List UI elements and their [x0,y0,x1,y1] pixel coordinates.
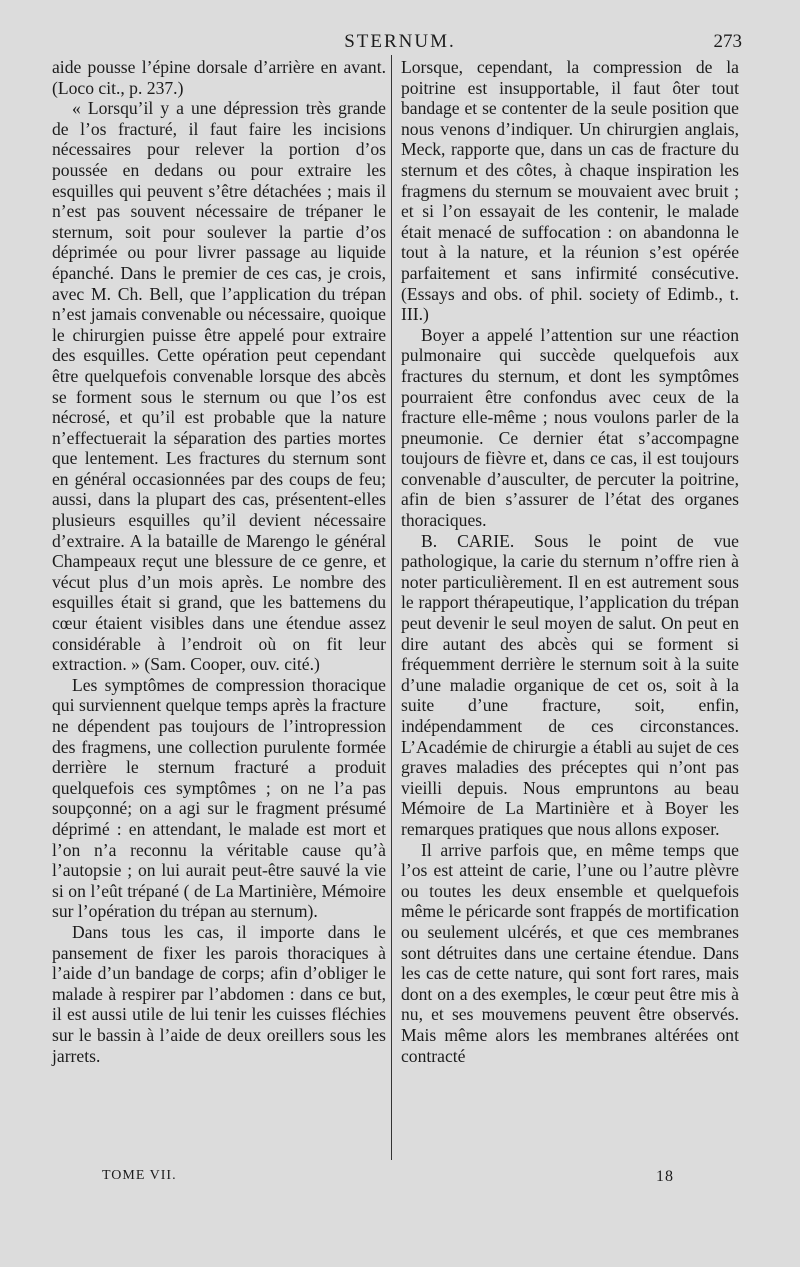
paragraph: aide pousse l’épine dorsale d’arrière en avant. (Loco cit., p. 237.) [52,57,386,98]
paragraph: Lorsque, cependant, la compression de la poitrine est insupportable, il faut ôter tout bandage et se contenter de la seule position que nous venons d’indiquer. Un chirurgien anglais, Meck, rapporte que, dans un cas de fracture du sternum et des côtes, à chaque inspiration les fragmens du sternum se mouvaient avec bruit ; et si l’on essayait de les contenir, le malade était menacé de suffocation : on abandonna le tout à la nature, et la réunion s’est opérée parfaitement et sans infirmité consécutive. (Essays and obs. of phil. society of Edimb., t. III.) [401,57,739,325]
column-divider [391,55,392,1160]
paragraph: Boyer a appelé l’attention sur une réaction pulmonaire qui succède quelquefois aux fractures du sternum, et dont les symptômes pourraient être confondus avec ceux de la fracture elle-même ; nous voulons parler de la pneumonie. Ce dernier état s’accompagne toujours de fièvre et, dans ce cas, il est toujours convenable d’ausculter, de percuter la poitrine, afin de bien s’assurer de l’état des organes thoraciques. [401,324,739,531]
paragraph: Dans tous les cas, il importe dans le pansement de fixer les parois thoraciques à l’aide d’un bandage de corps; afin d’obliger le malade à respirer par l’abdomen : dans ce but, il est aussi utile de lui tenir les cuisses fléchies sur le bassin à l’aide de deux oreillers sous les jarrets. [52,921,386,1066]
paragraph: « Lorsqu’il y a une dépression très grande de l’os fracturé, il faut faire les incisions nécessaires pour relever la portion d’os poussée en dedans ou pour extraire les esquilles qui peuvent s’être détachées ; mais il n’est pas souvent nécessaire de trépaner le sternum, soit pour soulever la partie d’os déprimée ou pour livrer passage au liquide épanché. Dans le premier de ces cas, je crois, avec M. Ch. Bell, que l’application du trépan n’est jamais convenable ou nécessaire, quoique le chirurgien puisse être appelé pour extraire des esquilles. Cette opération peut cependant être quelquefois convenable lorsque des abcès se forment sous le sternum ou que l’os est nécrosé, et qu’il est probable que la nature n’effectuerait la séparation des parties mortes que lentement. Les fractures du sternum sont en général occasionnées par des coups de feu; aussi, dans la plupart des cas, présentent-elles plusieurs esquilles qu’il devient nécessaire d’extraire. A la bataille de Marengo le général Champeaux reçut une blessure de ce genre, et vécut plus d’un mois après. Le nombre des esquilles était si grand, que les battemens du cœur étaient visibles dans une étendue assez considérable à l’endroit où on fit leur extraction. » (Sam. Cooper, ouv. cité.) [52,98,386,675]
right-column [401,57,739,1066]
volume-label: TOME VII. [102,1168,177,1183]
left-column [52,57,386,1066]
paragraph: B. CARIE. Sous le point de vue pathologique, la carie du sternum n’offre rien à noter particulièrement. Il en est autrement sous le rapport thérapeutique, l’application du trépan peut devenir le seul moyen de salut. On peut en dire autant des abcès qui se forment si fréquemment derrière le sternum soit à la suite d’une maladie organique de cet os, soit à la suite d’une fracture, soit, enfin, indépendamment de ces circonstances. L’Académie de chirurgie a établi au sujet de ces graves maladies des préceptes qui n’ont pas vieilli depuis. Nous empruntons au beau Mémoire de La Martinière et à Boyer les remarques pratiques que nous allons exposer. [401,530,739,839]
running-header [0,30,800,54]
page-number: 273 [713,31,742,52]
page-title: STERNUM. [344,31,456,52]
paragraph: Il arrive parfois que, en même temps que l’os est atteint de carie, l’une ou l’autre plèvre ou toutes les deux ensemble et quelquefois même le péricarde sont frappés de mortification ou seulement ulcérés, et que ces membranes sont détruites dans une certaine étendue. Dans les cas de cette nature, qui sont fort rares, mais dont on a des exemples, le cœur peut être mis à nu, et ses mouvemens peuvent être observés. Mais même alors les membranes altérées ont contracté [401,839,739,1066]
page-footer [0,1168,800,1192]
signature-mark: 18 [656,1168,674,1185]
paragraph: Les symptômes de compression thoracique qui surviennent quelque temps après la fracture ne dépendent pas toujours de l’intropression des fragmens, une collection purulente formée derrière le sternum fracturé a produit quelquefois ces symptômes ; on ne l’a pas soupçonné; on a agi sur le fragment présumé déprimé : en attendant, le malade est mort et l’on n’a reconnu la véritable cause qu’à l’autopsie ; on lui aurait peut-être sauvé la vie si on l’eût trépané ( de La Martinière, Mémoire sur l’opération du trépan au sternum). [52,674,386,922]
